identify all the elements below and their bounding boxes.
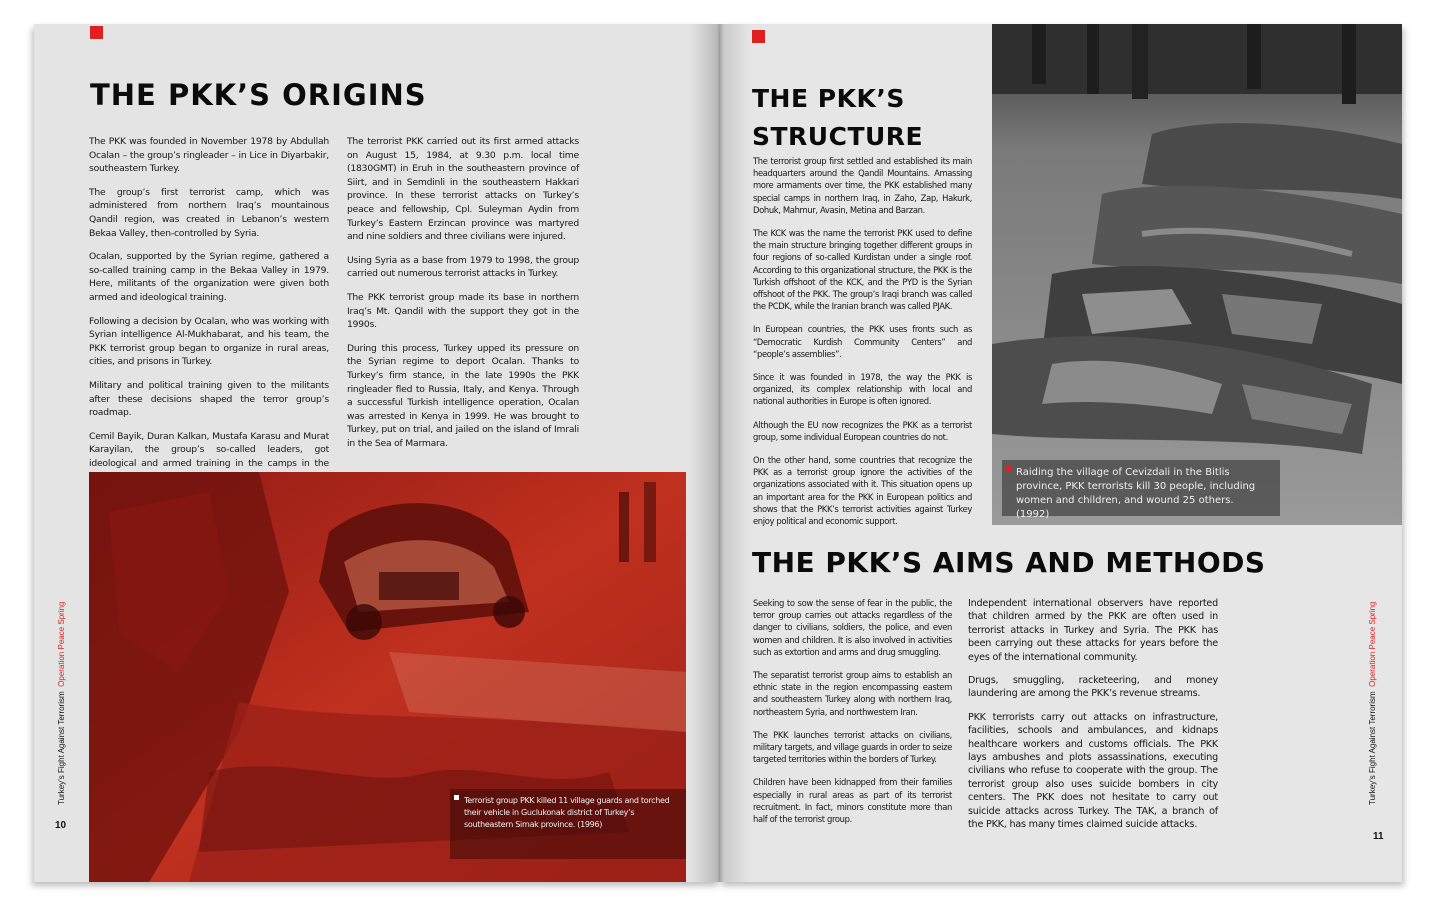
paragraph: The group’s first terrorist camp, which was administered from northern Iraq’s mountainous Qandil region, was created in Lebanon’s western Bekaa Valley, then-controlled by Syria.	[89, 186, 329, 239]
origins-column-1	[89, 135, 329, 494]
paragraph: Drugs, smuggling, racketeering, and money laundering are among the PKK’s revenue streams.	[968, 675, 1218, 700]
side-label-accent: Operation Peace Spring	[1368, 601, 1377, 687]
paragraph: Ocalan, supported by the Syrian regime, gathered a so-called training camp in the Bekaa Valley in 1979. Here, militants of the organization were given both armed and ideological training.	[89, 251, 329, 303]
origins-column-2	[347, 135, 579, 460]
paragraph: The separatist terrorist group aims to establish an ethnic state in the region encompassing eastern and southeastern Turkey along with northern Iraq, northeastern Syria, and northwestern Iran.	[753, 670, 952, 717]
paragraph: In European countries, the PKK uses fronts such as “Democratic Kurdish Community Centers” and “people’s assemblies”.	[753, 324, 972, 359]
red-corner-mark	[90, 26, 103, 39]
paragraph: Cemil Bayik, Duran Kalkan, Mustafa Karasu and Murat Karayilan, the group’s so-called leaders, got ideological and armed training in the camps in the	[89, 430, 329, 469]
village-raid-photo	[992, 24, 1402, 525]
page-number-right: 11	[1373, 831, 1384, 842]
paragraph: Independent international observers have reported that children armed by the PKK are often used in terrorist attacks in Turkey and Syria. The PKK has been carrying out these attacks for years before the eyes of the international community.	[968, 598, 1218, 663]
caption-marker	[454, 795, 459, 800]
aims-column-1	[753, 597, 952, 836]
photo-caption-left	[450, 789, 686, 859]
paragraph: Since it was founded in 1978, the way the PKK is organized, its complex relationship with local and national authorities in Europe is often ignored.	[753, 372, 972, 407]
side-label-accent: Operation Peace Spring	[57, 601, 66, 687]
structure-heading-line2: STRUCTURE	[752, 122, 924, 151]
paragraph: The PKK launches terrorist attacks on civilians, military targets, and village guards in order to seize targeted territories within the borders of Turkey.	[753, 729, 952, 765]
side-label-right	[1368, 601, 1377, 805]
burned-vehicle-photo	[89, 472, 686, 882]
paragraph: Following a decision by Ocalan, who was working with Syrian intelligence Al-Mukhabarat, and his team, the PKK terrorist group began to organize in rural areas, cities, and prisons in Turkey.	[89, 315, 329, 368]
paragraph: The KCK was the name the terrorist PKK used to define the main structure bringing together different groups in four regions of so-called Kurdistan under a single roof. According to this organizational structure, the PKK is the Turkish offshoot of the KCK, and the PYD is the Syrian offshoot of the PKK. The group’s Iraqi branch was called the PCDK, while the Iranian branch was called PJAK.	[753, 228, 972, 312]
paragraph: Military and political training given to the militants after these decisions shaped the terror group’s roadmap.	[89, 379, 329, 419]
paragraph: Although the EU now recognizes the PKK as a terrorist group, some individual European countries do not.	[753, 419, 972, 442]
side-label-main: Turkey’s Fight Against Terrorism	[57, 691, 66, 805]
side-label-left	[57, 601, 66, 805]
paragraph: The terrorist PKK carried out its first armed attacks on August 15, 1984, at 9.30 p.m. local time (1830GMT) in Eruh in the southeastern province of Siirt, and in Semdinli in the southeastern Hakkari province. In these terrorist attacks on Turkey’s peace and fellowship, Cpl. Suleyman Aydin from Turkey’s Eastern Erzincan province was martyred and nine soldiers and three civilians were injured.	[347, 136, 579, 243]
structure-heading-line1: THE PKK’S	[752, 84, 905, 113]
caption-text: Terrorist group PKK killed 11 village guards and torched their vehicle in Guclukonak district of Turkey’s southeastern Sirnak province. (1996)	[464, 796, 670, 830]
paragraph: The terrorist group first settled and established its main headquarters around the Qandil Mountains. Amassing more armaments over time, the PKK established many special camps in northern Iraq, in Zaho, Zap, Hakurk, Dohuk, Mahmur, Avasin, Metina and Barzan.	[753, 156, 972, 215]
right-page	[720, 24, 1402, 882]
side-label-main: Turkey’s Fight Against Terrorism	[1368, 691, 1377, 805]
paragraph: The PKK was founded in November 1978 by Abdullah Ocalan – the group’s ringleader – in Lice in Diyarbakir, southeastern Turkey.	[89, 136, 329, 175]
page-number-left: 10	[55, 820, 67, 831]
caption-marker	[1006, 466, 1011, 471]
photo-caption-right	[1002, 460, 1280, 520]
red-corner-mark	[752, 30, 765, 43]
paragraph: PKK terrorists carry out attacks on infrastructure, facilities, schools and ambulances, and kidnaps healthcare workers and customs officials. The PKK lays ambushes and plots assassinations, executing civilians who refuse to cooperate with the group. The terrorist group also uses suicide bombers in city centers. The PKK does not hesitate to carry out suicide attacks across Turkey. The TAK, a branch of the PKK, has many times claimed suicide attacks.	[968, 711, 1218, 831]
aims-heading: THE PKK’S AIMS AND METHODS	[752, 546, 1266, 579]
structure-heading	[752, 80, 923, 156]
paragraph: Using Syria as a base from 1979 to 1998, the group carried out numerous terrorist attacks in Turkey.	[347, 254, 579, 280]
paragraph: During this process, Turkey upped its pressure on the Syrian regime to deport Ocalan. Thanks to Turkey’s firm stance, in the late 1990s the PKK ringleader fled to Russia, Italy, and Kenya. Through a successful Turkish intelligence operation, Ocalan was arrested in Kenya in 1999. He was brought to Turkey, put on trial, and jailed on the island of Imrali in the Sea of Marmara.	[347, 342, 579, 449]
paragraph: The PKK terrorist group made its base in northern Iraq’s Mt. Qandil with the support they got in the 1990s.	[347, 291, 579, 331]
aims-column-2	[968, 597, 1218, 842]
paragraph: On the other hand, some countries that recognize the PKK as a terrorist group ignore the activities of the organizations associated with it. This situation opens up an important area for the PKK in European politics and shows that the PKK’s terrorist activities against Turkey enjoy political and economic support.	[753, 455, 972, 527]
paragraph: Seeking to sow the sense of fear in the public, the terror group carries out attacks regardless of the danger to civilians, soldiers, the police, and even women and children. It is also involved in activities such as extortion and arms and drug smuggling.	[753, 598, 952, 657]
origins-heading: THE PKK’S ORIGINS	[90, 78, 427, 112]
village-raid-image	[992, 24, 1402, 525]
caption-text: Raiding the village of Cevizdali in the Bitlis province, PKK terrorists kill 30 people, including women and children, and wound 25 others. (1992)	[1016, 467, 1256, 520]
left-page	[34, 24, 720, 882]
paragraph: Children have been kidnapped from their families especially in rural areas as part of its terrorist recruitment. In fact, minors constitute more than half of the terrorist group.	[753, 777, 952, 825]
structure-column	[753, 155, 972, 538]
